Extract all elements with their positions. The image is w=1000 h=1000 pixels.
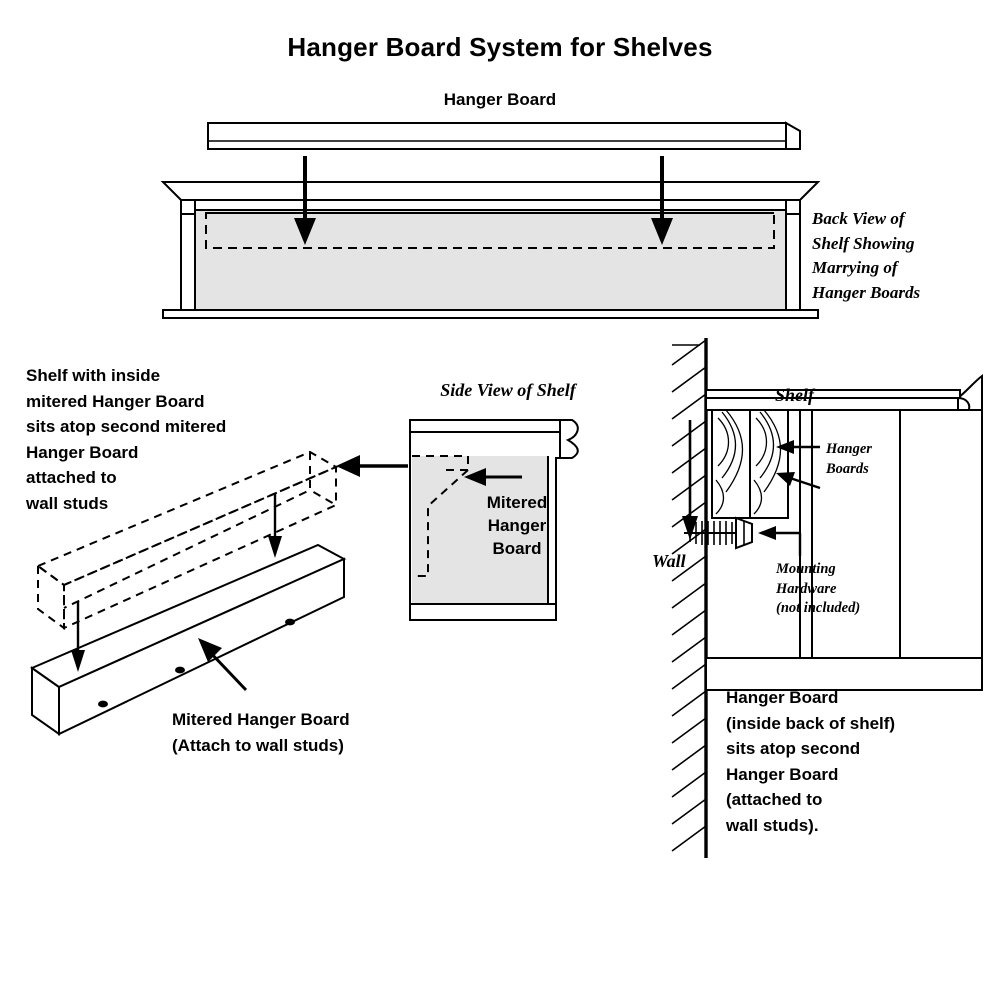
- hanger-boards-line-1: Hanger: [826, 441, 872, 457]
- mitered-hb-line-1: Mitered: [486, 493, 548, 512]
- left-note-line-3: sits atop second mitered: [26, 417, 227, 436]
- back-view-of-shelf: [163, 182, 818, 318]
- left-note-line-5: attached to: [26, 468, 117, 487]
- left-note-line-6: wall studs: [26, 493, 109, 513]
- right-note-line-4: Hanger Board: [726, 764, 839, 784]
- mitered-hb-line-3: Board: [492, 538, 542, 558]
- label-left-note: [26, 363, 296, 516]
- label-right-note: [726, 685, 986, 838]
- label-hanger-board-top: Hanger Board: [443, 90, 557, 109]
- right-note-line-3: sits atop second: [726, 739, 861, 758]
- right-note-line-6: wall studs).: [726, 815, 819, 835]
- back-view-line-3: Marrying of: [812, 258, 898, 278]
- mitered-caption-line-2: (Attach to wall studs): [172, 735, 344, 755]
- right-note-line-1: Hanger Board: [726, 688, 839, 707]
- back-view-line-4: Hanger Boards: [812, 282, 921, 302]
- top-hanger-board-plank: [208, 123, 800, 149]
- label-mitered-caption: [172, 707, 472, 758]
- label-hanger-boards: [826, 440, 946, 479]
- label-wall: Wall: [652, 551, 686, 571]
- label-mounting-hardware: [776, 560, 926, 619]
- mounting-hw-line-2: Hardware: [776, 580, 837, 597]
- left-note-line-1: Shelf with inside: [26, 366, 161, 385]
- hanger-boards-line-2: Boards: [826, 460, 869, 477]
- label-shelf: Shelf: [775, 385, 815, 405]
- label-side-view-title: Side View of Shelf: [440, 380, 576, 400]
- page-title: Hanger Board System for Shelves: [287, 32, 713, 62]
- back-view-line-1: Back View of: [812, 209, 905, 228]
- left-note-line-4: Hanger Board: [26, 442, 139, 462]
- back-view-line-2: Shelf Showing: [812, 233, 915, 253]
- left-note-line-2: mitered Hanger Board: [26, 391, 205, 411]
- mounting-hw-line-1: Mounting: [776, 561, 836, 577]
- mitered-caption-line-1: Mitered Hanger Board: [172, 710, 350, 729]
- label-back-view-note: [812, 207, 997, 306]
- arrow-left-sideview: [336, 455, 408, 477]
- right-note-line-2: (inside back of shelf): [726, 713, 896, 733]
- label-mitered-hanger-board: [462, 492, 572, 561]
- mitered-hb-line-2: Hanger: [487, 515, 547, 535]
- mounting-hw-line-3: (not included): [776, 600, 861, 617]
- right-note-line-5: (attached to: [726, 790, 823, 809]
